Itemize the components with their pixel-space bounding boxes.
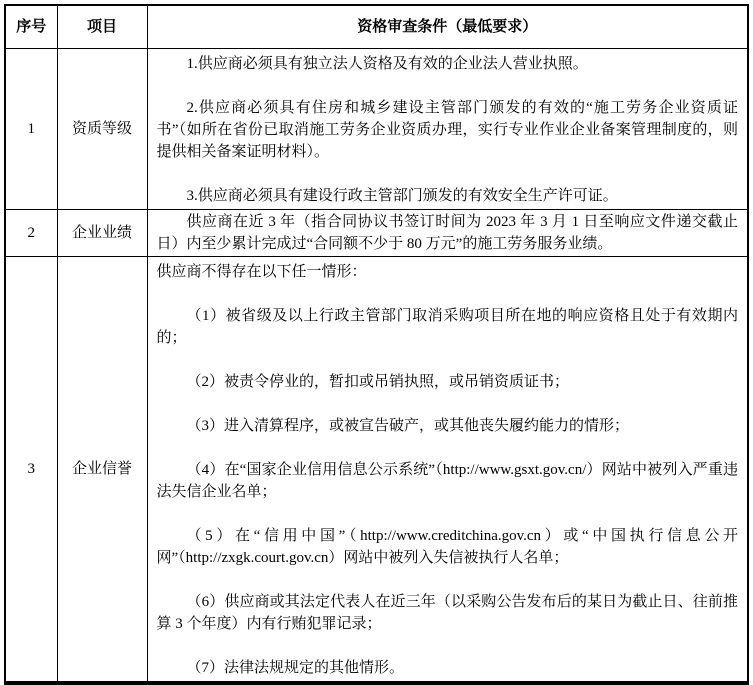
- header-cell-item: 项目: [57, 5, 147, 48]
- criteria-paragraph: （6）供应商或其法定代表人在近三年（以采购公告发布后的某日为截止日、往前推算 3 个年度）内有行贿犯罪记录；: [156, 593, 738, 632]
- criteria-paragraph: 供应商在近 3 年（指合同协议书签订时间为 2023 年 3 月 1 日至响应文件递交截止日）内至少累计完成过“合同额不少于 80 万元”的施工劳务服务业绩。: [156, 213, 738, 252]
- criteria-paragraph: （7）法律法规规定的其他情形。: [186, 659, 405, 676]
- table-row-enterprise-reputation: [5, 256, 748, 683]
- criteria-paragraph: （5）在“信用中国”（http://www.creditchina.gov.cn）或“中国执行信息公开网”（http://zxgk.court.gov.cn）网站中被列入失信被执行人名单；: [156, 527, 738, 566]
- row-number: 1: [5, 48, 57, 209]
- header-row: [5, 5, 748, 48]
- table-row-qualification-level: [5, 48, 748, 209]
- row-item-label: 企业业绩: [57, 209, 147, 256]
- row-item-label: 资质等级: [57, 48, 147, 209]
- qualification-review-table: [4, 4, 749, 685]
- criteria-paragraph: 3.供应商必须具有建设行政主管部门颁发的有效安全生产许可证。: [186, 187, 618, 204]
- criteria-paragraph: 2.供应商必须具有住房和城乡建设主管部门颁发的有效的“施工劳务企业资质证书”（如所在省份已取消施工劳务企业资质办理，实行专业作业企业备案管理制度的，则提供相关备案证明材料）。: [156, 99, 738, 160]
- criteria-cell: [147, 209, 748, 256]
- criteria-cell: [147, 256, 748, 683]
- header-cell-criteria: 资格审查条件（最低要求）: [147, 5, 748, 48]
- criteria-paragraph: （1）被省级及以上行政主管部门取消采购项目所在地的响应资格且处于有效期内的；: [156, 307, 738, 346]
- table-row-enterprise-performance: [5, 209, 748, 256]
- criteria-paragraph: （4）在“国家企业信用信息公示系统”（http://www.gsxt.gov.cn/）网站中被列入严重违法失信企业名单；: [156, 461, 738, 500]
- criteria-paragraph: 1.供应商必须具有独立法人资格及有效的企业法人营业执照。: [186, 55, 588, 72]
- header-cell-seq: 序号: [5, 5, 57, 48]
- row-number: 3: [5, 256, 57, 683]
- row-item-label: 企业信誉: [57, 256, 147, 683]
- row-number: 2: [5, 209, 57, 256]
- criteria-intro: 供应商不得存在以下任一情形：: [156, 263, 367, 280]
- criteria-paragraph: （3）进入清算程序，或被宣告破产，或其他丧失履约能力的情形；: [186, 417, 630, 434]
- criteria-cell: [147, 48, 748, 209]
- criteria-paragraph: （2）被责令停业的，暂扣或吊销执照，或吊销资质证书；: [186, 373, 570, 390]
